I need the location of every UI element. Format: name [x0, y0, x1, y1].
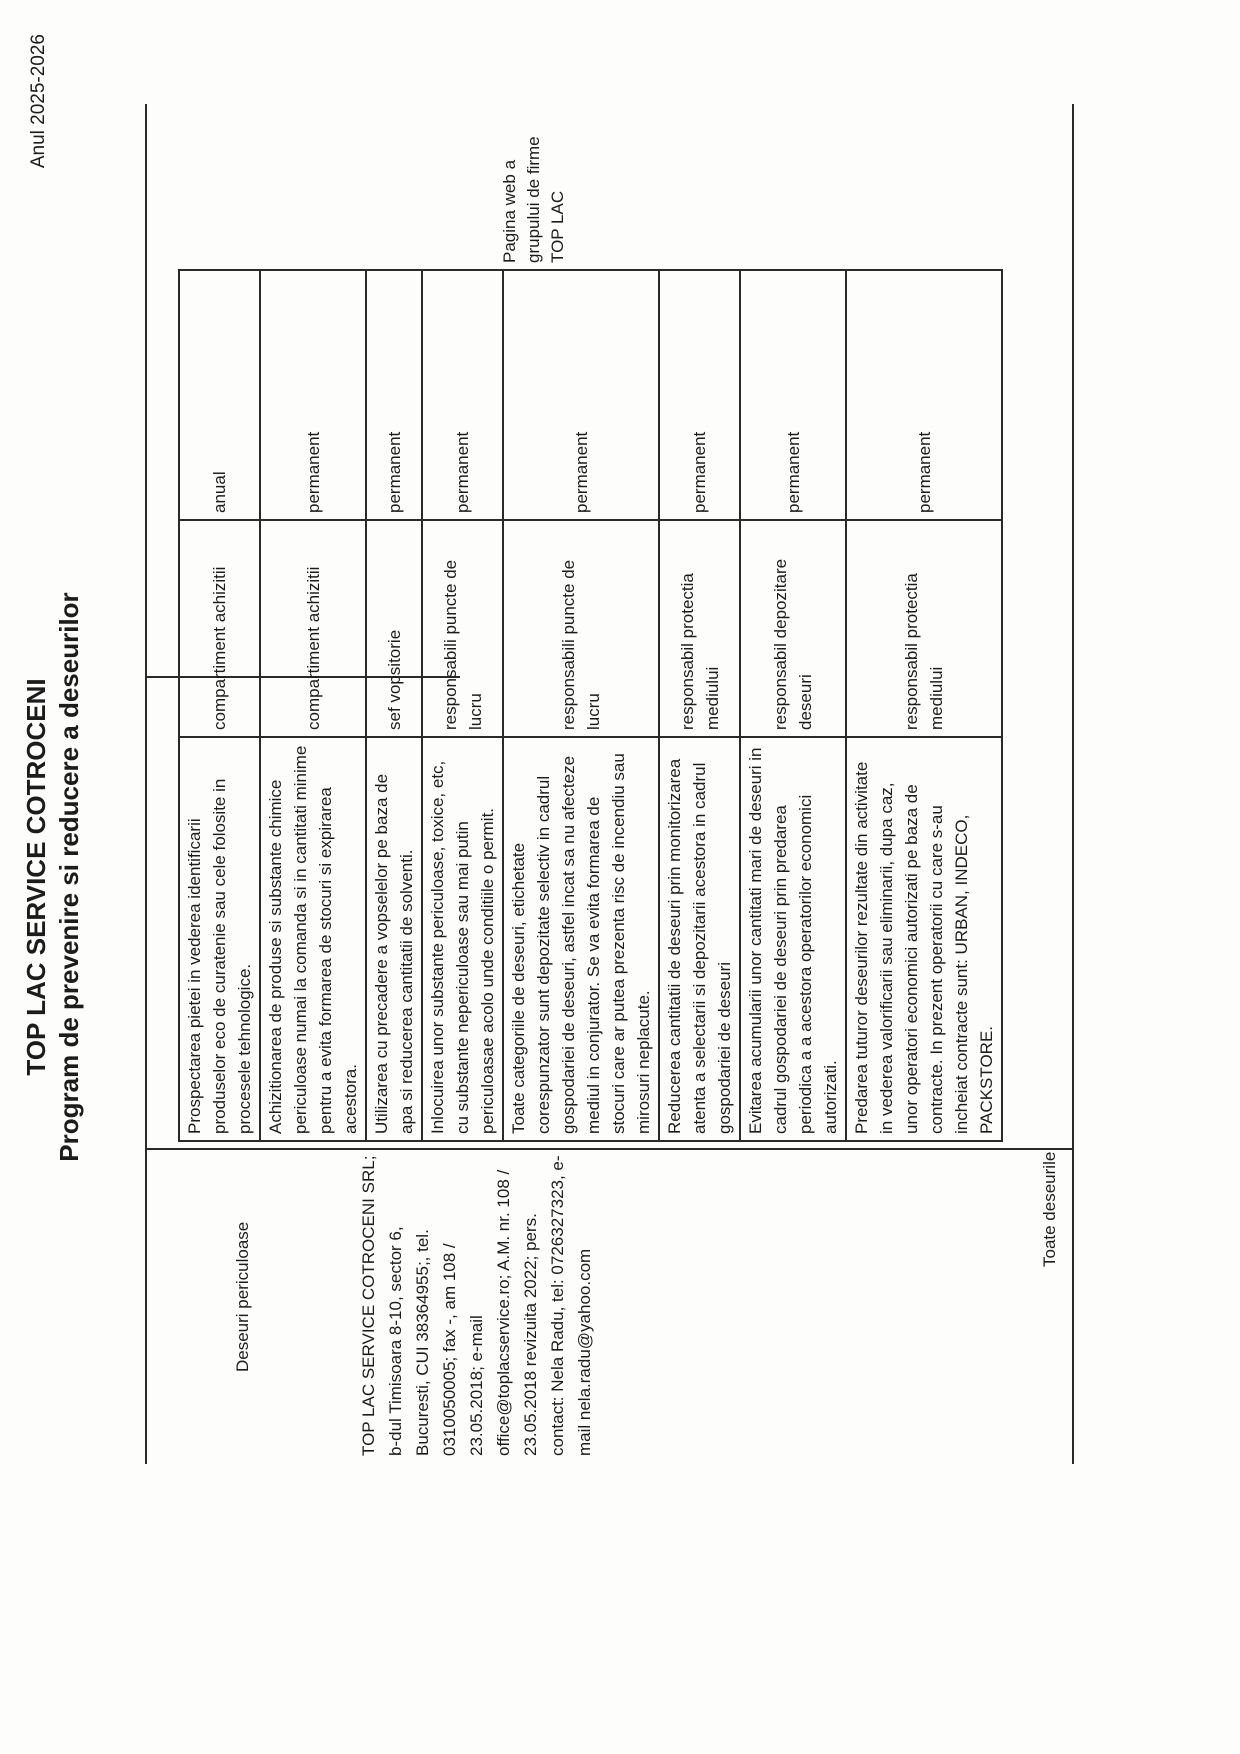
- measure-description: Toate categoriile de deseuri, etichetate corespunzator sunt depozitate selectiv in cadrul gospodariei de deseuri, astfel incat sa nu afecteze mediul in conjurator. Se va evita formarea de stocuri care ar putea prezenta risc de incendiu sau mirosuri neplacute.: [503, 737, 659, 1141]
- measure-responsible: responsabili puncte de lucru: [422, 520, 503, 737]
- measure-responsible: responsabil protectia mediului: [846, 520, 1002, 737]
- bottom-rule: [1072, 104, 1074, 1464]
- web-page-note: Pagina web a grupului de firme TOP LAC: [500, 136, 567, 263]
- measures-table: [178, 269, 1003, 1142]
- table-row: [740, 270, 846, 1141]
- measure-term: permanent: [503, 270, 659, 520]
- measure-term: permanent: [422, 270, 503, 520]
- measure-description: Reducerea cantitatii de deseuri prin monitorizarea atenta a selectarii si depozitarii acestora in cadrul gospodariei de deseuri: [659, 737, 740, 1141]
- category-all: Toate deseurile: [1040, 1151, 1059, 1267]
- measure-responsible: responsabili puncte de lucru: [503, 520, 659, 737]
- measure-term: anual: [179, 270, 260, 520]
- table-row: [659, 270, 740, 1141]
- measure-description: Prospectarea pietei in vederea identificarii produselor eco de curatenie sau cele folosite in procesele tehnologice.: [179, 737, 260, 1141]
- category-hazardous: Deseuri periculoase: [233, 1221, 252, 1372]
- table-row: [846, 270, 1002, 1141]
- measure-term: permanent: [260, 270, 366, 520]
- left-column-rule: [145, 1148, 1074, 1150]
- measure-description: Predarea tuturor deseurilor rezultate din activitate in vederea valorificarii sau eliminarii, dupa caz, unor operatori economici autorizati pe baza de contracte. In prezent operatorii cu care s-au incheiat contracte sunt: URBAN, INDECO, PACKSTORE.: [846, 737, 1002, 1141]
- measure-responsible: sef vopsitorie: [366, 520, 422, 737]
- organization-info: TOP LAC SERVICE COTROCENI SRL; b-dul Timisoara 8-10, sector 6, Bucuresti, CUI 38364955;, tel. 0310050005; fax -, am 108 / 23.05.2018; e-mail office@toplacservice.ro; A.M. nr. 108 / 23.05.2018 revizuita 2022; pers. contact: Nela Radu, tel: 0726327323, e-mail nela.radu@yahoo.com: [359, 1155, 594, 1456]
- measure-description: Achizitionarea de produse si substante chimice periculoase numai la comanda si in cantitati minime pentru a evita formarea de stocuri si expirarea acestora.: [260, 737, 366, 1141]
- measure-responsible: responsabil protectia mediului: [659, 520, 740, 737]
- table-row: [422, 270, 503, 1141]
- table-row: [179, 270, 260, 1141]
- top-rule: [145, 104, 147, 1464]
- measure-description: Utilizarea cu precadere a vopselelor pe baza de apa si reducerea cantitatii de solventi.: [366, 737, 422, 1141]
- measure-term: permanent: [740, 270, 846, 520]
- document-title: TOP LAC SERVICE COTROCENI: [21, 678, 51, 1076]
- measure-description: Evitarea acumularii unor cantitati mari de deseuri in cadrul gospodariei de deseuri prin predarea periodica a a acestora operatorilor economici autorizati.: [740, 737, 846, 1141]
- document-subtitle: Program de prevenire si reducere a deseurilor: [54, 592, 84, 1162]
- table-row: [366, 270, 422, 1141]
- table-row: [503, 270, 659, 1141]
- measure-responsible: responsabil depozitare deseuri: [740, 520, 846, 737]
- year-label: Anul 2025-2026: [28, 34, 49, 169]
- title-block: [20, 0, 86, 1754]
- table-row: [260, 270, 366, 1141]
- measure-responsible: compartiment achizitii: [260, 520, 366, 737]
- measure-term: permanent: [846, 270, 1002, 520]
- measure-term: permanent: [659, 270, 740, 520]
- measure-description: Inlocuirea unor substante periculoase, toxice, etc, cu substante nepericuloase sau mai putin periculoasae acolo unde conditiile o permit.: [422, 737, 503, 1141]
- measure-term: permanent: [366, 270, 422, 520]
- measure-responsible: compartiment achizitii: [179, 520, 260, 737]
